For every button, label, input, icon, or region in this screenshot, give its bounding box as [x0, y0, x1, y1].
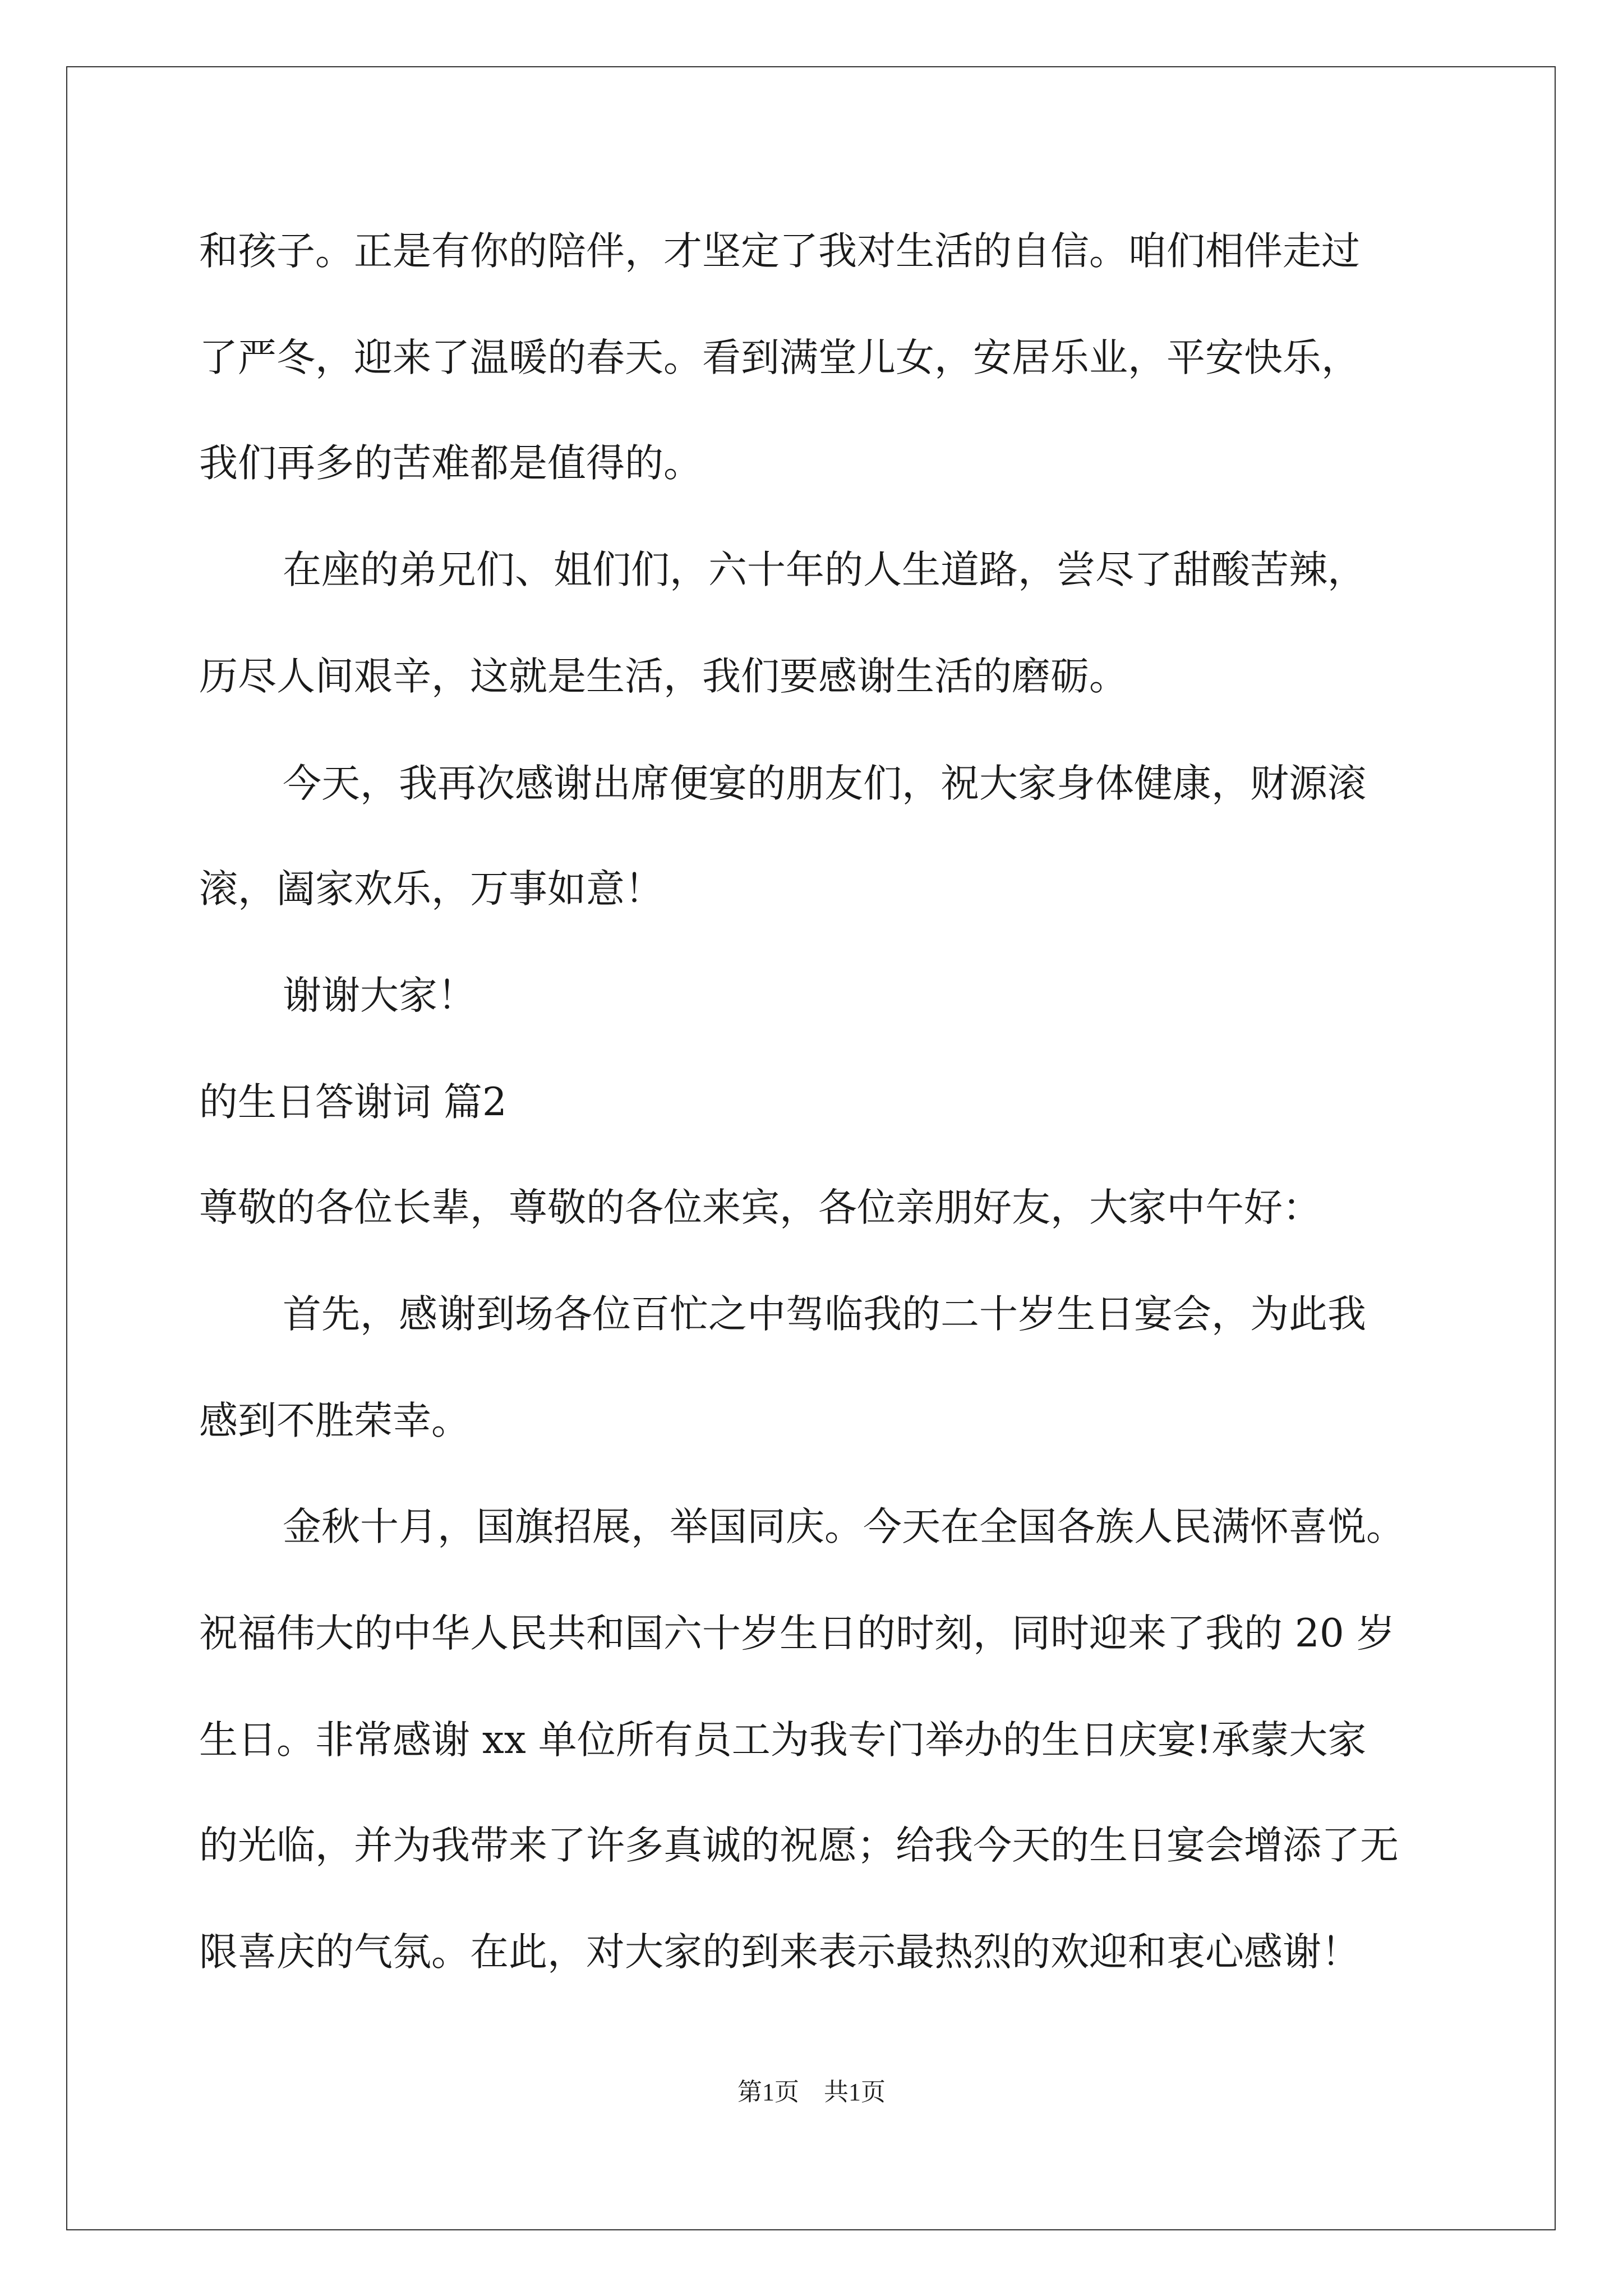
- body-line: 祝福伟大的中华人民共和国六十岁生日的时刻，同时迎来了我的 20 岁: [199, 1611, 1395, 1656]
- body-line: 首先，感谢到场各位百忙之中驾临我的二十岁生日宴会，为此我: [283, 1292, 1366, 1337]
- body-line: 和孩子。正是有你的陪伴，才坚定了我对生活的自信。咱们相伴走过: [199, 229, 1360, 274]
- body-line: 限喜庆的气氛。在此，对大家的到来表示最热烈的欢迎和衷心感谢！: [199, 1930, 1360, 1975]
- body-line: 我们再多的苦难都是值得的。: [199, 441, 702, 486]
- body-line: 了严冬，迎来了温暖的春天。看到满堂儿女，安居乐业，平安快乐，: [199, 335, 1360, 380]
- body-line: 的光临，并为我带来了许多真诚的祝愿；给我今天的生日宴会增添了无: [199, 1823, 1399, 1868]
- page-border: [66, 66, 1556, 2230]
- body-line: 在座的弟兄们、姐们们，六十年的人生道路，尝尽了甜酸苦辣，: [283, 547, 1366, 592]
- body-line: 今天，我再次感谢出席便宴的朋友们，祝大家身体健康，财源滚: [283, 761, 1366, 806]
- body-line: 金秋十月，国旗招展，举国同庆。今天在全国各族人民满怀喜悦。: [283, 1504, 1405, 1549]
- body-line: 尊敬的各位长辈，尊敬的各位来宾，各位亲朋好友，大家中午好：: [199, 1185, 1321, 1230]
- page-footer: 第1页 共1页: [737, 2078, 886, 2106]
- body-line: 感到不胜荣幸。: [199, 1398, 470, 1443]
- body-line: 滚，阖家欢乐，万事如意！: [199, 867, 663, 912]
- section-heading: 的生日答谢词 篇2: [199, 1080, 507, 1125]
- body-line: 历尽人间艰辛，这就是生活，我们要感谢生活的磨砺。: [199, 654, 1128, 699]
- body-line: 生日。非常感谢 xx 单位所有员工为我专门举办的生日庆宴!承蒙大家: [199, 1718, 1367, 1763]
- body-line: 谢谢大家！: [283, 973, 476, 1018]
